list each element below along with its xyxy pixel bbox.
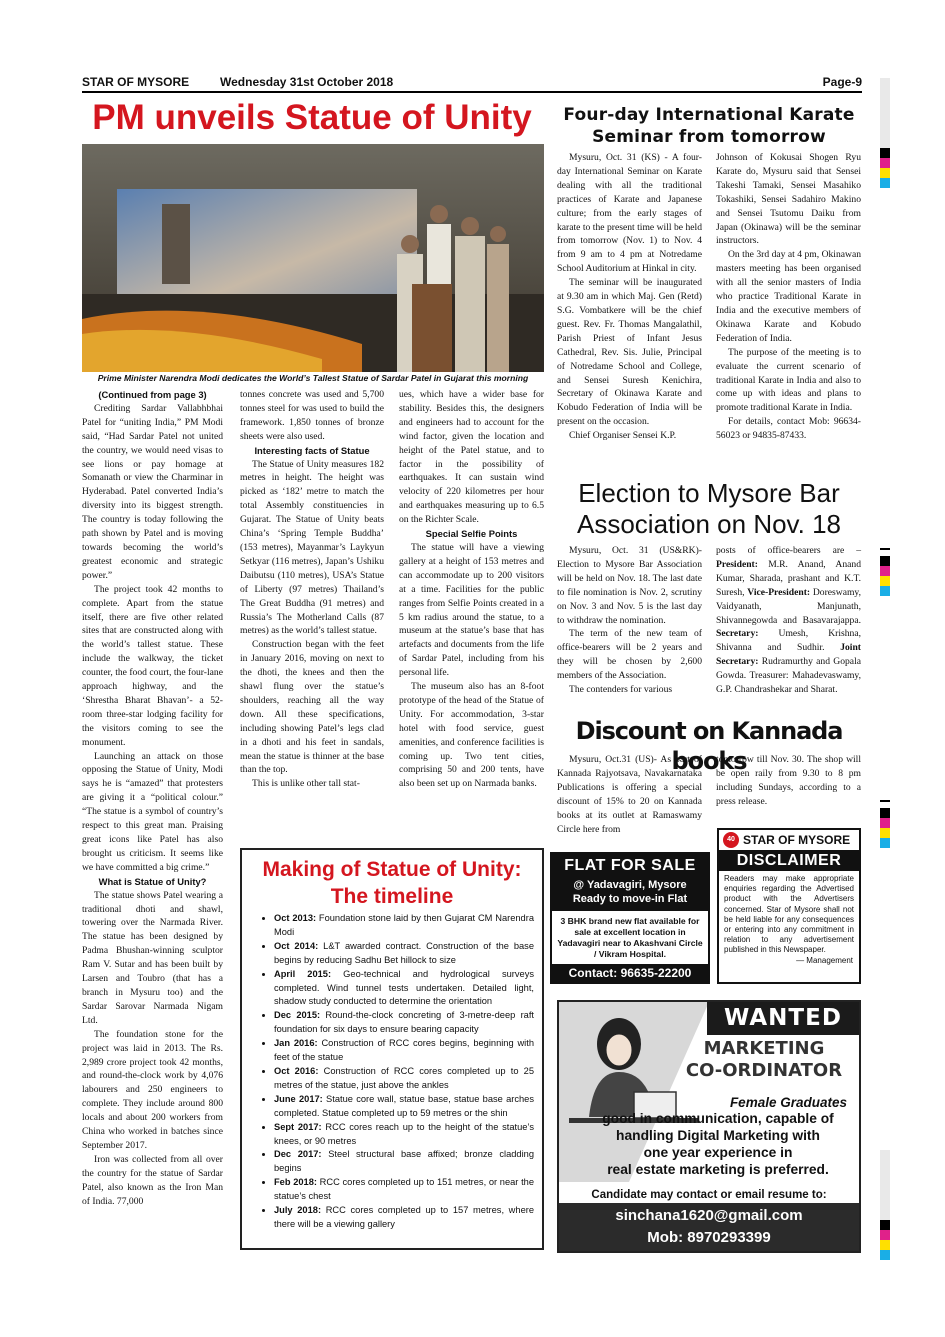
flat-ad-contact: Contact: 96635-22200: [552, 964, 708, 982]
paragraph: Mysuru, Oct.31 (US)- As part of Kannada Rajyotsava, Navakarnataka Publications is offering a special discount of 15% to 20 on Kannada books at its outlet at Ramaswamy Circle here from: [557, 754, 702, 835]
page-header: [82, 73, 862, 93]
paragraph: Construction began with the feet in January 2016, moving on next to the dhoti, the knees and then the shawl flung over the statue’s shoulders, reaching all the way down. All these specifications, including showing Patel’s legs clad in a dhoti and his feet in sandals, mean the statue is thinner at the base than the top.: [240, 639, 384, 776]
paragraph: Johnson of Kokusai Shogen Ryu Karate do, Mysuru said that Sensei Takeshi Tamaki, Sensei Masahiko Tokashiki, Sensei Sadahiro Makino and Sensei Tsutomu Daiku from Japan (Okinawa) will be the seminar instructors.: [716, 152, 861, 247]
paragraph: The purpose of the meeting is to evaluate the current scenario of traditional Karate in India and also to come up with ideas and plans to promote traditional Karate in India.: [716, 346, 861, 414]
wanted-requirements-line4: real estate marketing is preferred.: [607, 1162, 829, 1177]
wanted-qualification: Female Graduates: [729, 1095, 847, 1110]
paragraph: The Statue of Unity measures 182 metres in height. The height was picked as ‘182’ metre to match the total Assembly constituencies in Gujarat. The Statue of Unity beats China’s ‘Spring Temple Buddha’ (153 metres), Mayanmar’s Laykyun Setkyar (116 metres), Japan’s Ushiku Daibutsu (110 metres), USA’s Statue of Liberty (97 metres) Thailand’s The Great Buddha (91 metres) and Russia’s The Motherland Calls (87 metres) as the world’s tallest statue.: [240, 458, 384, 637]
flat-ad-title: FLAT FOR SALE: [552, 854, 708, 878]
statue-article-col1: [82, 388, 223, 1208]
event-photo-illustration: [82, 144, 544, 372]
books-headline: Discount on Kannada books: [575, 717, 843, 775]
wanted-requirements-line3: one year experience in: [643, 1145, 793, 1160]
paragraph: For details, contact Mob: 96634-56023 or 94835-87433.: [716, 416, 861, 442]
subheading: Interesting facts of Statue: [254, 444, 370, 456]
wanted-title: WANTED: [707, 1002, 859, 1035]
timeline-item: • July 2018: RCC cores completed up to 157 metres, where there will be a viewing gallery: [274, 1204, 534, 1232]
paragraph: The foundation stone for the project was laid in 2013. The Rs. 2,989 crore project took 42 months, and round-the-clock work by 4,076 labourers and 250 engineers to complete. They include around 800 locals and about 200 workers from China who worked in batches since September 2017.: [82, 1028, 223, 1151]
paragraph: tomorrow till Nov. 30. The shop will be open raily from 9.30 to 8 pm including Sundays, according to a press release.: [716, 754, 861, 807]
paragraph: Mysuru, Oct. 31 (KS) - A four-day International Seminar on Karate dealing with all the traditional practices of Karate and Japanese culture; from the early stages of karate to the present time will be held from tomorrow (Nov. 1) to Nov. 4 from 9 am to 4 pm at Notredame School Auditorium at Hinkal in city.: [557, 152, 702, 275]
registration-strip-top: [880, 78, 890, 188]
election-headline: [557, 478, 861, 540]
registration-strip-lower: [880, 800, 890, 848]
disclaimer-title: DISCLAIMER: [719, 851, 859, 871]
subheading: Special Selfie Points: [425, 528, 518, 540]
wanted-requirements: [583, 1110, 853, 1178]
registration-strip-mid: [880, 548, 890, 596]
flat-for-sale-ad[interactable]: [550, 852, 710, 984]
paragraph: Iron was collected from all over the country for the statue of Sardar Patel, also known as the Iron Man of India. 77,000: [82, 1153, 223, 1207]
statue-headline: PM unveils Statue of Unity: [92, 98, 532, 137]
wanted-email[interactable]: sinchana1620@gmail.com: [615, 1207, 803, 1224]
election-headline-line2: Association on Nov. 18: [577, 509, 841, 539]
paragraph: ues, which have a wider base for stability. Besides this, the designers and engineers had to account for the wind factor, given the location and height of the Patel statue, and to factor in the possibility of earthquakes. It can sustain wind velocity of 220 kilometres per hour and earthquakes measuring up to 6.5 on the Richter Scale.: [399, 389, 544, 526]
paragraph: The term of the new team of office-bearers will be 2 years and they will be chosen by 2,600 members of the Association.: [557, 628, 702, 682]
wanted-mobile[interactable]: Mob: 8970293399: [647, 1229, 771, 1246]
paragraph: The statue shows Patel wearing a traditional dhoti and shawl, towering over the Narmada River. The statue has been designed by Padma Bhushan-winning sculptor Ram V. Sutar and has been built by Larsen and Toubro (that has a branch in Mysuru too) and the Sardar Sarovar Narmada Nigam Ltd.: [82, 889, 223, 1026]
flat-ad-body: 3 BHK brand new flat available for sale at excellent location in Yadavagiri near to Akashvani Circle / Vikram Hospital.: [557, 916, 703, 959]
anniversary-logo-icon: 40: [723, 832, 739, 848]
paragraph: The contenders for various: [569, 684, 673, 696]
paragraph: The statue will have a viewing gallery at a height of 153 metres and can accommodate up to 200 visitors at a time. Facilities for the public ranges from Selfie Points created in a 5 km radius around the statue, to a museum at the statue’s base that has artefacts and documents from the life of Sardar Patel, including from his personal life.: [399, 541, 544, 679]
issue-date: Wednesday 31st October 2018: [220, 75, 394, 89]
statue-article-col3: [399, 388, 544, 791]
timeline-item: • Oct 2014: L&T awarded contract. Construction of the base begins by reducing Sadhu Bet hillock to size: [274, 940, 534, 968]
timeline-item: • Jan 2016: Construction of RCC cores begins, beginning with feet of the statue: [274, 1037, 534, 1065]
wanted-requirements-line2: handling Digital Marketing with: [616, 1128, 820, 1143]
paragraph: This is unlike other tall stat-: [252, 778, 360, 790]
timeline-item: • Dec 2017: Steel structural base affixed; bronze cladding begins: [274, 1148, 534, 1176]
statue-photo: [82, 144, 544, 372]
election-col2: [716, 544, 861, 697]
wanted-requirements-line1: good in communication, capable of: [602, 1111, 834, 1126]
timeline-item: • Dec 2015: Round-the-clock concreting of 3-metre-deep raft foundation for six days to ensure bearing capacity: [274, 1009, 534, 1037]
timeline-item: • Oct 2016: Construction of RCC cores completed up to 25 metres of the statue, just above the ankles: [274, 1065, 534, 1093]
disclaimer-body: Readers may make appropriate enquiries regarding the Advertised product with the Advertisers concerned. Star of Mysore shall not be held liable for any consequences or entering into any commitment in relation to any advertisement published in this Newspaper.: [724, 874, 854, 955]
books-col1: [557, 753, 702, 836]
office-bearers-list: posts of office-bearers are – President: M.R. Anand, Anand Kumar, Sharada, prashant and K.T. Suresh, Vice-President: Doreswamy, Vaidyanath, Manjunath, Shivannegowda and Basavarajappa. Secretary: Umesh, Krishna, Shivanna and Sudhir. Joint Secretary: Rudramurthy and Gopala Gowda. Treasurer: Mahadevaswamy, G.P. Chandrashekar and Sharat.: [716, 545, 861, 696]
karate-headline: [557, 104, 861, 148]
statue-article-col2: [240, 388, 384, 791]
paragraph: tonnes concrete was used and 5,700 tonnes steel for was used to build the framework. 1,850 tonnes of bronze sheets were also used.: [240, 389, 384, 442]
disclaimer-box: [717, 828, 861, 984]
paragraph: Mysuru, Oct. 31 (US&RK)- Election to Mysore Bar Association will be held on Nov. 18. The last date to file nomination is Nov. 2, scrutiny on Nov. 3 and Nov. 5 is the last day to withdraw the nomination.: [557, 545, 702, 626]
karate-headline-line1: Four-day International Karate: [563, 105, 855, 125]
wanted-role-line2: CO-ORDINATOR: [685, 1060, 843, 1081]
subheading: What is Statue of Unity?: [98, 875, 207, 887]
karate-col1: [557, 151, 702, 443]
timeline-item: • Oct 2013: Foundation stone laid by then Gujarat CM Narendra Modi: [274, 912, 534, 940]
disclaimer-logo-text: STAR OF MYSORE: [743, 833, 851, 847]
masthead-name: STAR OF MYSORE: [82, 75, 190, 89]
karate-headline-line2: Seminar from tomorrow: [592, 127, 826, 147]
paragraph: Crediting Sardar Vallabhbhai Patel for “uniting India,” PM Modi said, “Had Sardar Patel not united the country, we would need visas to see lions or pay homage at Somanath or view the Charminar in Hyderabad. Patel converted India’s diversity into its biggest strength. The country is today following the path shown by Patel and is moving towards becoming the world’s greatest economic and strategic power.”: [82, 402, 223, 581]
timeline-list: [242, 912, 542, 1232]
disclaimer-logo: [719, 830, 859, 851]
page-number: Page-9: [822, 75, 862, 89]
paragraph: Launching an attack on those opposing the Statue of Unity, Modi says he is “amazed” that protesters are giving it a “political colour.” “The statue is a symbol of country’s respect to this great man. Praising great icons like Patel has also brought us criticism. It seems like we have committed a big crime.”: [82, 750, 223, 873]
continued-note: (Continued from page 3): [98, 389, 207, 400]
photo-caption: Prime Minister Narendra Modi dedicates the World’s Tallest Statue of Sardar Patel in Gujarat this morning: [97, 373, 529, 383]
timeline-item: • Sept 2017: RCC cores reach up to the height of the statue’s knees, or 90 metres: [274, 1121, 534, 1149]
wanted-role-line1: MARKETING: [703, 1038, 825, 1059]
wanted-contact-note: Candidate may contact or email resume to:: [591, 1189, 827, 1201]
karate-col2: [716, 151, 861, 443]
paragraph: The project took 42 months to complete. Apart from the statue itself, there are five other related sites that are constructed along with the world’s tallest statue. These include the walkway, the ticket counter, the food court, the four-lane approach highway, and the ‘Shrestha Bharat Bhavan’- a 52-room three-star lodging facility for the visitors coming to see the monument.: [82, 583, 223, 748]
wanted-contact-details: [559, 1203, 859, 1251]
paragraph: Chief Organiser Sensei K.P.: [569, 430, 677, 442]
timeline-item: • June 2017: Statue core wall, statue base, statue base arches completed. Statue completed up to 59 metres or the shin: [274, 1093, 534, 1121]
timeline-box: [240, 848, 544, 1250]
timeline-title: [242, 856, 542, 910]
wanted-role: [669, 1038, 859, 1082]
disclaimer-sign: — Management: [796, 955, 853, 965]
election-col1: [557, 544, 702, 697]
flat-ad-ready: Ready to move-in Flat: [552, 892, 708, 911]
registration-strip-bottom: [880, 1150, 890, 1260]
books-col2: [716, 753, 861, 809]
wanted-ad[interactable]: [557, 1000, 861, 1253]
timeline-item: • April 2015: Geo-technical and hydrological surveys completed. Wind tunnel tests undertaken. Detailed light, shadow study conducted to determine the orientation: [274, 968, 534, 1010]
election-headline-line1: Election to Mysore Bar: [578, 478, 840, 508]
paragraph: The museum also has an 8-foot prototype of the head of the Statue of Unity. For accommodation, 3-star hotel with food service, guest amenities, and conference facilities is coming up. Two tent cities, comprising 50 and 200 tents, have also been set up on Narmada banks.: [399, 681, 544, 790]
paragraph: On the 3rd day at 4 pm, Okinawan masters meeting has been organised with all the senior masters of India who practice Traditional Karate in India and the executive members of Okinawa Karate and Kobudo Federation of India.: [716, 249, 861, 344]
timeline-title-line1: Making of Statue of Unity:: [262, 858, 522, 881]
paragraph: The seminar will be inaugurated at 9.30 am in which Maj. Gen (Retd) S.G. Vombatkere will be the chief guest. Rev. Fr. Thomas Mangalathil, Parish Priest of Infant Jesus Cathedral, Rev. Sis. Julie, Principal of Notredame School and College, and Sensei Suresh Kenichira, Secretary of Okinawa Karate and Kobudo Federation of India will be present on the occasion.: [557, 277, 702, 428]
timeline-title-line2: The timeline: [330, 885, 454, 908]
flat-ad-location: @ Yadavagiri, Mysore: [552, 878, 708, 892]
timeline-item: • Feb 2018: RCC cores completed up to 151 metres, or near the statue’s chest: [274, 1176, 534, 1204]
